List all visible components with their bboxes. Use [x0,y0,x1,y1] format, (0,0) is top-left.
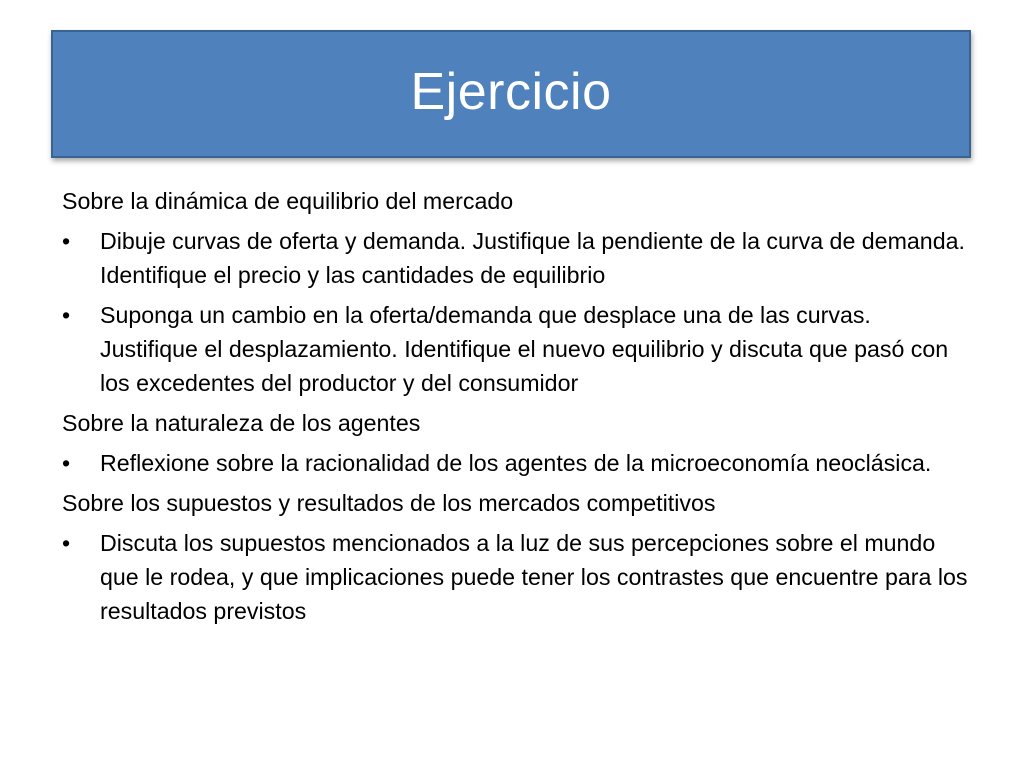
bullet-text: Reflexione sobre la racionalidad de los agentes de la microeconomía neoclásica. [100,450,932,476]
bullet-text: Discuta los supuestos mencionados a la luz de sus percepciones sobre el mundo que le rodea, y que implicaciones puede tener los contrastes que encuentre para los resultados previstos [100,530,968,624]
bullet-dot-icon: • [62,228,71,254]
bullet-dot-icon: • [62,302,71,328]
bullet-dot-icon: • [62,450,71,476]
section-heading-equilibrio: Sobre la dinámica de equilibrio del mercado [62,188,514,214]
slide-body [62,184,972,634]
section-heading-agentes: Sobre la naturaleza de los agentes [62,410,421,436]
bullet-text: Dibuje curvas de oferta y demanda. Justifique la pendiente de la curva de demanda. Identifique el precio y las cantidades de equilibrio [100,228,965,288]
bullet-item [62,224,972,292]
bullet-item [62,446,972,480]
title-banner [51,30,971,158]
section-heading-supuestos: Sobre los supuestos y resultados de los mercados competitivos [62,490,716,516]
bullet-text: Suponga un cambio en la oferta/demanda que desplace una de las curvas. Justifique el desplazamiento. Identifique el nuevo equilibrio y discuta que pasó con los excedentes del productor y del consumidor [100,302,949,396]
slide-title: Ejercicio [410,63,612,121]
bullet-item [62,526,972,628]
bullet-item [62,298,972,400]
bullet-dot-icon: • [62,530,71,556]
